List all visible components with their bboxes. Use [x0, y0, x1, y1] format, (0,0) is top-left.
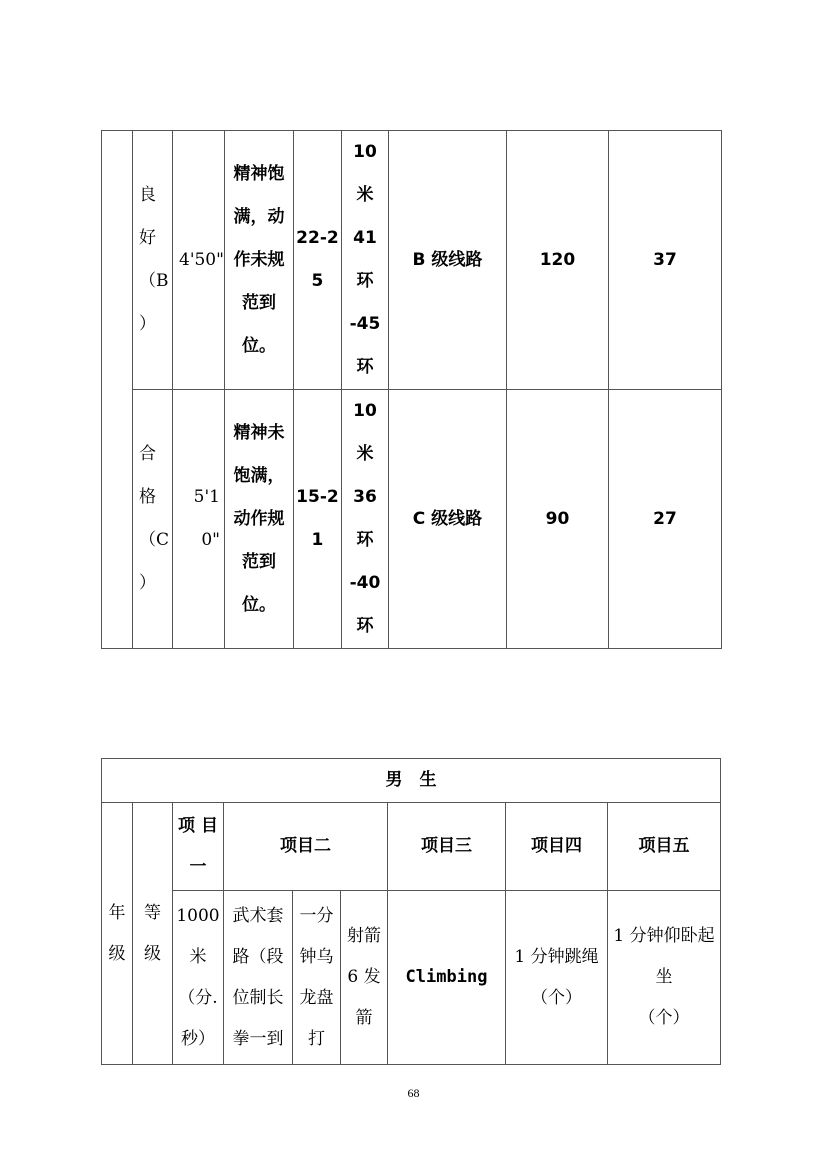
grade-column-header: 年 级: [102, 803, 133, 1065]
wushu-subheader: 武术套 路（段 位制长 拳一到: [224, 891, 293, 1065]
climbing-cell: B 级线路: [388, 131, 506, 390]
item4-header: 项目四: [506, 803, 608, 891]
grade-label-cell: 良 好 （B ）: [133, 131, 173, 390]
boys-standards-table: [101, 758, 721, 1065]
wushu-criteria-cell: 精神饱 满，动 作未规 范到 位。: [224, 131, 293, 390]
archery-cell: 10 米 41 环 -45 环: [341, 131, 388, 390]
level-column-header: 等 级: [133, 803, 173, 1065]
climbing-cell: C 级线路: [388, 390, 506, 649]
rope-skill-subheader: 一分 钟乌 龙盘 打: [293, 891, 341, 1065]
climbing-subheader: Climbing: [388, 891, 506, 1065]
jump-rope-subheader: 1 分钟跳绳 （个）: [506, 891, 608, 1065]
grade-label-cell: 合 格 （C ）: [133, 390, 173, 649]
situps-cell: 37: [608, 131, 721, 390]
table-subheader-row: [102, 891, 721, 1065]
situps-subheader: 1 分钟仰卧起 坐 （个）: [608, 891, 721, 1065]
grade-cell: [102, 131, 133, 649]
rope-skill-cell: 22-2 5: [293, 131, 341, 390]
run-subheader: 1000 米 （分. 秒）: [173, 891, 224, 1065]
wushu-criteria-cell: 精神未 饱满， 动作规 范到 位。: [224, 390, 293, 649]
rope-skill-cell: 15-2 1: [293, 390, 341, 649]
run-time-cell: 4'50": [173, 131, 225, 390]
table-header-row: [102, 803, 721, 891]
archery-cell: 10 米 36 环 -40 环: [341, 390, 388, 649]
archery-subheader: 射箭 6 发 箭: [341, 891, 388, 1065]
jump-rope-cell: 90: [506, 390, 608, 649]
table-title-row: [102, 759, 721, 803]
standards-table-continued: [101, 130, 722, 649]
table-row: [102, 131, 722, 390]
jump-rope-cell: 120: [506, 131, 608, 390]
run-time-cell: 5'1 0": [173, 390, 225, 649]
table-row: [102, 390, 722, 649]
table-title: 男 生: [102, 759, 721, 803]
situps-cell: 27: [608, 390, 721, 649]
page-number: 68: [407, 1086, 420, 1100]
item3-header: 项目三: [388, 803, 506, 891]
item2-header: 项目二: [224, 803, 388, 891]
item1-header: 项 目 一: [173, 803, 224, 891]
item5-header: 项目五: [608, 803, 721, 891]
